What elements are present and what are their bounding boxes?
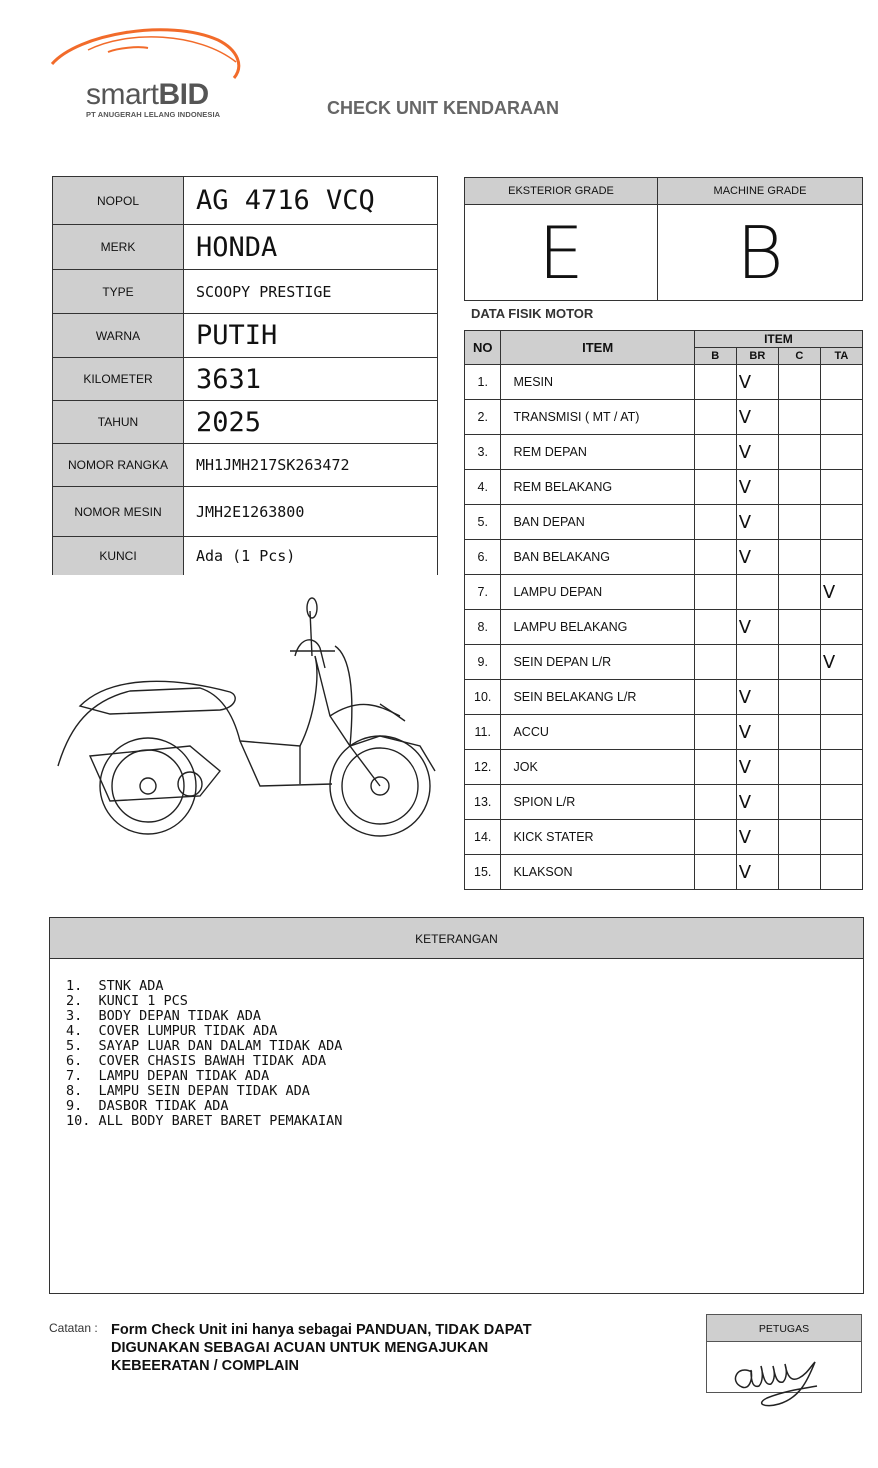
fisik-no: 2. <box>465 400 501 435</box>
info-value: JMH2E1263800 <box>184 487 438 537</box>
fisik-no: 9. <box>465 645 501 680</box>
info-value: 3631 <box>184 358 438 401</box>
keterangan-item: 2. KUNCI 1 PCS <box>66 993 188 1009</box>
fisik-row <box>465 505 863 540</box>
fisik-no: 11. <box>465 715 501 750</box>
info-value: MH1JMH217SK263472 <box>184 444 438 487</box>
fisik-item: ACCU <box>501 715 694 750</box>
fisik-item: JOK <box>501 750 694 785</box>
fisik-row <box>465 365 863 400</box>
page-title: CHECK UNIT KENDARAAN <box>327 98 559 118</box>
fisik-no: 8. <box>465 610 501 645</box>
fisik-no: 12. <box>465 750 501 785</box>
fisik-no: 3. <box>465 435 501 470</box>
keterangan-item: 7. LAMPU DEPAN TIDAK ADA <box>66 1068 270 1084</box>
fisik-item: BAN BELAKANG <box>501 540 694 575</box>
fisik-check-ta <box>820 540 862 575</box>
col-header-ta: TA <box>820 348 862 365</box>
fisik-check-br: V <box>736 540 778 575</box>
fisik-check-b <box>694 820 736 855</box>
machine-grade-label: MACHINE GRADE <box>658 178 863 205</box>
fisik-check-br: V <box>736 785 778 820</box>
info-label: MERK <box>53 225 184 270</box>
col-header-br: BR <box>736 348 778 365</box>
fisik-check-br: V <box>736 750 778 785</box>
fisik-check-ta <box>820 400 862 435</box>
fisik-no: 5. <box>465 505 501 540</box>
info-row <box>53 358 438 401</box>
fisik-no: 4. <box>465 470 501 505</box>
fisik-check-b <box>694 855 736 890</box>
col-header-no: NO <box>465 331 501 365</box>
exterior-grade-value: E <box>465 205 658 301</box>
fisik-check-ta <box>820 750 862 785</box>
fisik-check-br: V <box>736 505 778 540</box>
fisik-row <box>465 400 863 435</box>
keterangan-header: KETERANGAN <box>50 918 863 959</box>
col-header-c: C <box>778 348 820 365</box>
catatan-text: Form Check Unit ini hanya sebagai PANDUAN, TIDAK DAPAT DIGUNAKAN SEBAGAI ACUAN UNTUK MENGAJUKAN KEBEERATAN / COMPLAIN <box>111 1322 532 1374</box>
fisik-check-b <box>694 365 736 400</box>
fisik-item: KLAKSON <box>501 855 694 890</box>
info-value: PUTIH <box>184 314 438 358</box>
petugas-box <box>706 1314 862 1393</box>
fisik-check-b <box>694 505 736 540</box>
fisik-check-c <box>778 750 820 785</box>
fisik-item: REM DEPAN <box>501 435 694 470</box>
fisik-check-ta <box>820 785 862 820</box>
info-row <box>53 444 438 487</box>
fisik-check-ta: V <box>820 575 862 610</box>
fisik-check-br: V <box>736 435 778 470</box>
catatan-label: Catatan : <box>49 1321 98 1335</box>
info-label: NOPOL <box>53 177 184 225</box>
fisik-check-ta <box>820 680 862 715</box>
fisik-item: SPION L/R <box>501 785 694 820</box>
fisik-check-ta <box>820 855 862 890</box>
fisik-table <box>464 330 863 890</box>
keterangan-item: 1. STNK ADA <box>66 978 164 994</box>
fisik-row <box>465 715 863 750</box>
fisik-item: REM BELAKANG <box>501 470 694 505</box>
fisik-check-ta <box>820 435 862 470</box>
fisik-check-b <box>694 470 736 505</box>
info-label: NOMOR MESIN <box>53 487 184 537</box>
fisik-item: LAMPU BELAKANG <box>501 610 694 645</box>
fisik-check-ta: V <box>820 645 862 680</box>
fisik-check-b <box>694 540 736 575</box>
fisik-check-br: V <box>736 470 778 505</box>
fisik-check-br: V <box>736 855 778 890</box>
fisik-no: 6. <box>465 540 501 575</box>
fisik-check-br: V <box>736 680 778 715</box>
fisik-check-ta <box>820 365 862 400</box>
fisik-check-ta <box>820 505 862 540</box>
fisik-row <box>465 750 863 785</box>
fisik-check-c <box>778 365 820 400</box>
fisik-section-title: DATA FISIK MOTOR <box>471 306 594 321</box>
fisik-row <box>465 820 863 855</box>
fisik-item: TRANSMISI ( MT / AT) <box>501 400 694 435</box>
fisik-check-b <box>694 715 736 750</box>
fisik-no: 7. <box>465 575 501 610</box>
fisik-check-ta <box>820 820 862 855</box>
fisik-check-br: V <box>736 610 778 645</box>
fisik-row <box>465 785 863 820</box>
keterangan-item: 10. ALL BODY BARET BARET PEMAKAIAN <box>66 1113 343 1129</box>
fisik-row <box>465 435 863 470</box>
fisik-item: MESIN <box>501 365 694 400</box>
petugas-label: PETUGAS <box>706 1314 862 1342</box>
exterior-grade-label: EKSTERIOR GRADE <box>465 178 658 205</box>
keterangan-item: 4. COVER LUMPUR TIDAK ADA <box>66 1023 278 1039</box>
keterangan-list <box>66 979 863 1129</box>
fisik-check-c <box>778 505 820 540</box>
keterangan-item: 3. BODY DEPAN TIDAK ADA <box>66 1008 262 1024</box>
fisik-check-b <box>694 785 736 820</box>
col-header-b: B <box>694 348 736 365</box>
fisik-check-br: V <box>736 715 778 750</box>
info-row <box>53 537 438 575</box>
fisik-row <box>465 540 863 575</box>
fisik-check-c <box>778 785 820 820</box>
fisik-row <box>465 680 863 715</box>
fisik-item: SEIN BELAKANG L/R <box>501 680 694 715</box>
fisik-check-b <box>694 680 736 715</box>
scooter-illustration <box>50 596 440 846</box>
fisik-check-br: V <box>736 400 778 435</box>
fisik-check-c <box>778 400 820 435</box>
fisik-row <box>465 645 863 680</box>
fisik-check-c <box>778 540 820 575</box>
fisik-check-br: V <box>736 820 778 855</box>
fisik-row <box>465 610 863 645</box>
logo-wordmark: smartBID <box>86 78 209 111</box>
fisik-row <box>465 855 863 890</box>
fisik-check-b <box>694 575 736 610</box>
logo-subtitle: PT ANUGERAH LELANG INDONESIA <box>86 110 221 119</box>
fisik-check-b <box>694 750 736 785</box>
info-value: 2025 <box>184 401 438 444</box>
fisik-check-c <box>778 470 820 505</box>
fisik-no: 14. <box>465 820 501 855</box>
info-row <box>53 270 438 314</box>
fisik-check-c <box>778 645 820 680</box>
fisik-row <box>465 470 863 505</box>
info-value: AG 4716 VCQ <box>184 177 438 225</box>
fisik-check-c <box>778 435 820 470</box>
fisik-check-ta <box>820 610 862 645</box>
info-value: HONDA <box>184 225 438 270</box>
info-row <box>53 177 438 225</box>
machine-grade-value: B <box>658 205 863 301</box>
info-row <box>53 401 438 444</box>
info-label: TYPE <box>53 270 184 314</box>
signature-area <box>706 1342 862 1393</box>
info-value: SCOOPY PRESTIGE <box>184 270 438 314</box>
fisik-item: KICK STATER <box>501 820 694 855</box>
keterangan-item: 8. LAMPU SEIN DEPAN TIDAK ADA <box>66 1083 310 1099</box>
signature-icon <box>707 1342 863 1412</box>
fisik-no: 15. <box>465 855 501 890</box>
fisik-check-b <box>694 645 736 680</box>
info-row <box>53 225 438 270</box>
fisik-check-c <box>778 715 820 750</box>
fisik-no: 13. <box>465 785 501 820</box>
fisik-check-br <box>736 645 778 680</box>
info-label: NOMOR RANGKA <box>53 444 184 487</box>
fisik-check-c <box>778 575 820 610</box>
info-label: KUNCI <box>53 537 184 575</box>
info-label: WARNA <box>53 314 184 358</box>
info-value: Ada (1 Pcs) <box>184 537 438 575</box>
info-row <box>53 487 438 537</box>
keterangan-section <box>49 917 864 1294</box>
fisik-check-b <box>694 400 736 435</box>
grade-table <box>464 177 863 301</box>
fisik-check-c <box>778 820 820 855</box>
fisik-row <box>465 575 863 610</box>
info-row <box>53 314 438 358</box>
info-label: KILOMETER <box>53 358 184 401</box>
info-label: TAHUN <box>53 401 184 444</box>
fisik-no: 10. <box>465 680 501 715</box>
keterangan-item: 6. COVER CHASIS BAWAH TIDAK ADA <box>66 1053 327 1069</box>
keterangan-item: 5. SAYAP LUAR DAN DALAM TIDAK ADA <box>66 1038 343 1054</box>
fisik-item: BAN DEPAN <box>501 505 694 540</box>
vehicle-info-table <box>52 176 438 575</box>
fisik-check-c <box>778 610 820 645</box>
fisik-check-ta <box>820 715 862 750</box>
col-header-item-group: ITEM <box>694 331 862 348</box>
fisik-check-b <box>694 435 736 470</box>
fisik-item: SEIN DEPAN L/R <box>501 645 694 680</box>
fisik-check-br: V <box>736 365 778 400</box>
fisik-check-c <box>778 680 820 715</box>
keterangan-item: 9. DASBOR TIDAK ADA <box>66 1098 229 1114</box>
fisik-check-c <box>778 855 820 890</box>
fisik-check-b <box>694 610 736 645</box>
fisik-check-ta <box>820 470 862 505</box>
fisik-no: 1. <box>465 365 501 400</box>
fisik-check-br <box>736 575 778 610</box>
fisik-item: LAMPU DEPAN <box>501 575 694 610</box>
col-header-item: ITEM <box>501 331 694 365</box>
